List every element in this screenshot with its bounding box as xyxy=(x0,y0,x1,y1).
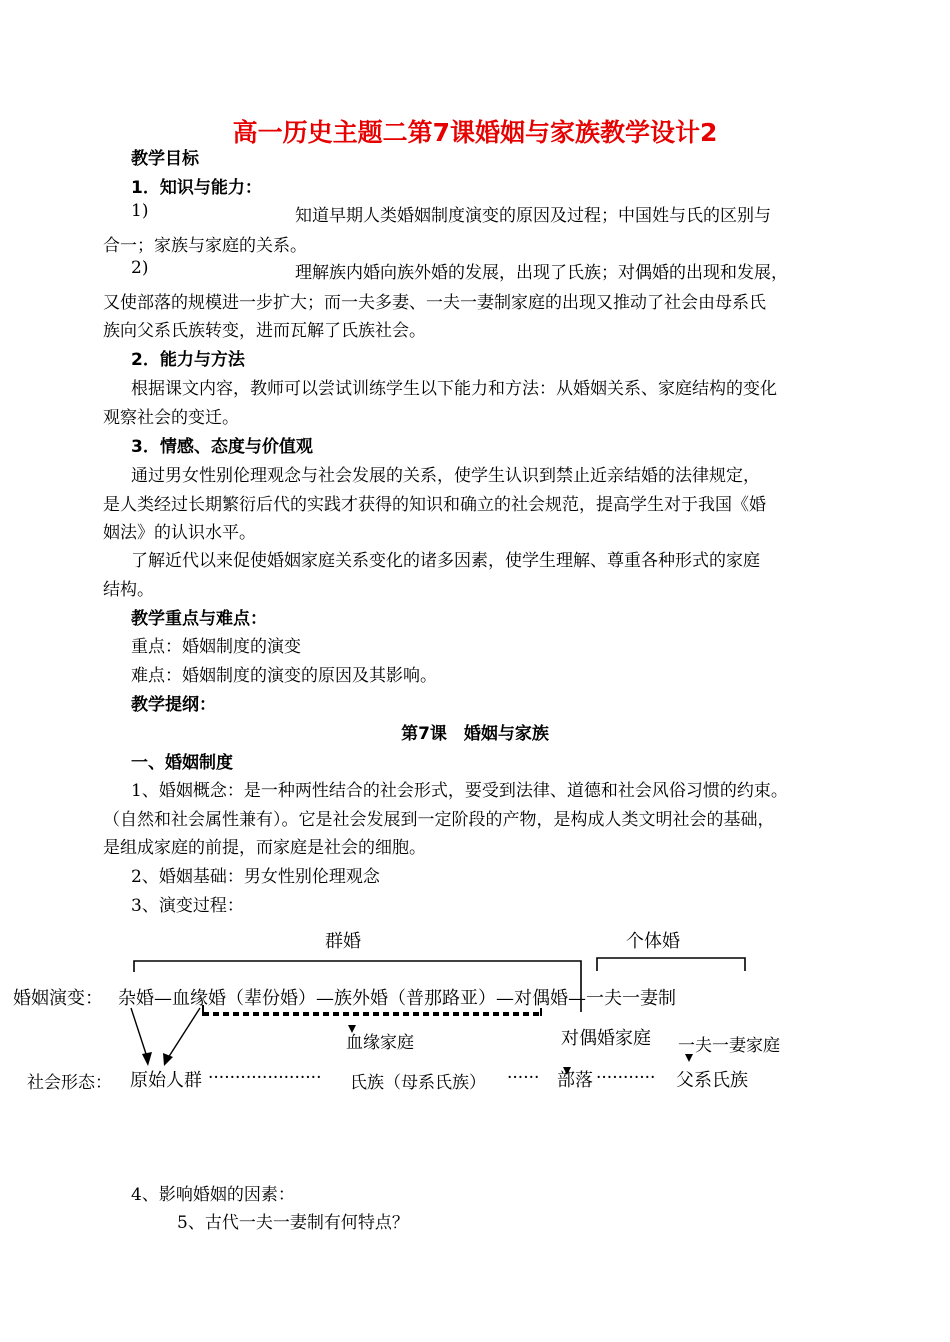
lesson-title: 第7课 婚姻与家族 xyxy=(401,724,549,744)
key-point-focus: 重点：婚姻制度的演变 xyxy=(131,637,301,657)
society-row-label: 社会形态： xyxy=(27,1073,112,1093)
section-marriage-system: 一、婚姻制度 xyxy=(131,753,233,773)
group-marriage-label: 群婚 xyxy=(325,931,361,952)
outline-item1-line3: 是组成家庭的前提，而家庭是社会的细胞。 xyxy=(103,838,426,858)
tribe-label: 部落 xyxy=(557,1070,593,1091)
knowledge-item2-line1: 理解族内婚向族外婚的发展，出现了氏族；对偶婚的出现和发展， xyxy=(295,263,788,283)
emotion-p2-line2: 结构。 xyxy=(103,580,154,600)
society-dots-3: ··········· xyxy=(596,1068,656,1088)
method-heading: 2．能力与方法 xyxy=(131,350,245,370)
primitive-group-label: 原始人群 xyxy=(130,1070,202,1091)
society-dots-1: ····················· xyxy=(208,1068,322,1088)
knowledge-heading: 1．知识与能力： xyxy=(131,178,262,198)
individual-marriage-label: 个体婚 xyxy=(626,931,680,952)
key-point-difficulty: 难点：婚姻制度的演变的原因及其影响。 xyxy=(131,666,437,686)
patriarchal-clan-label: 父系氏族 xyxy=(676,1070,748,1091)
arrow-head-2 xyxy=(163,1053,173,1066)
objectives-heading: 教学目标 xyxy=(131,149,199,169)
knowledge-item2-line2: 又使部落的规模进一步扩大；而一夫多妻、一夫一妻制家庭的出现又推动了社会由母系氏 xyxy=(103,293,766,313)
outline-item1-line2: （自然和社会属性兼有）。它是社会发展到一定阶段的产物，是构成人类文明社会的基础， xyxy=(103,810,775,830)
method-line2: 观察社会的变迁。 xyxy=(103,408,239,428)
knowledge-item2-line3: 族向父系氏族转变，进而瓦解了氏族社会。 xyxy=(103,321,426,341)
emotion-p1-line1: 通过男女性别伦理观念与社会发展的关系，使学生认识到禁止近亲结婚的法律规定， xyxy=(131,466,760,486)
outline-heading: 教学提纲： xyxy=(131,695,216,715)
arrow-line-2 xyxy=(168,1008,200,1058)
emotion-heading: 3．情感、态度与价值观 xyxy=(131,437,313,457)
individual-marriage-bracket xyxy=(597,958,745,971)
arrow-line-1 xyxy=(131,1008,148,1060)
marriage-row-text: 杂婚—血缘婚（辈份婚）—族外婚（普那路亚）—对偶婚—一夫一妻制 xyxy=(118,988,676,1009)
society-dots-2: ······ xyxy=(507,1068,540,1088)
clan-label: 氏族（母系氏族） xyxy=(350,1073,486,1093)
knowledge-item2-number: 2) xyxy=(131,258,149,278)
key-points-heading: 教学重点与难点： xyxy=(131,609,267,629)
outline-item2: 2、婚姻基础：男女性别伦理观念 xyxy=(131,867,380,887)
arrow-head-1 xyxy=(142,1052,152,1066)
page-title: 高一历史主题二第7课婚姻与家族教学设计2 xyxy=(232,118,718,147)
marriage-row-label: 婚姻演变： xyxy=(13,988,103,1009)
pair-family-label: 对偶婚家庭 xyxy=(561,1028,651,1049)
method-line1: 根据课文内容，教师可以尝试训练学生以下能力和方法：从婚姻关系、家庭结构的变化 xyxy=(131,379,777,399)
monogamy-family-label: 一夫一妻家庭 xyxy=(678,1036,780,1056)
knowledge-item1-line1: 知道早期人类婚姻制度演变的原因及过程；中国姓与氏的区别与 xyxy=(295,206,771,226)
blood-family-label: 血缘家庭 xyxy=(346,1033,414,1053)
knowledge-item1-line2: 合一；家族与家庭的关系。 xyxy=(103,236,307,256)
outline-item5: 5、古代一夫一妻制有何特点？ xyxy=(177,1213,409,1233)
emotion-p1-line3: 姻法》的认识水平。 xyxy=(103,523,256,543)
emotion-p1-line2: 是人类经过长期繁衍后代的实践才获得的知识和确立的社会规范，提高学生对于我国《婚 xyxy=(103,495,766,515)
outline-item4: 4、影响婚姻的因素： xyxy=(131,1185,295,1205)
emotion-p2-line1: 了解近代以来促使婚姻家庭关系变化的诸多因素，使学生理解、尊重各种形式的家庭 xyxy=(131,551,760,571)
outline-item1-line1: 1、婚姻概念：是一种两性结合的社会形式，要受到法律、道德和社会风俗习惯的约束。 xyxy=(131,781,788,801)
knowledge-item1-number: 1) xyxy=(131,201,149,221)
outline-item3: 3、演变过程： xyxy=(131,896,244,916)
